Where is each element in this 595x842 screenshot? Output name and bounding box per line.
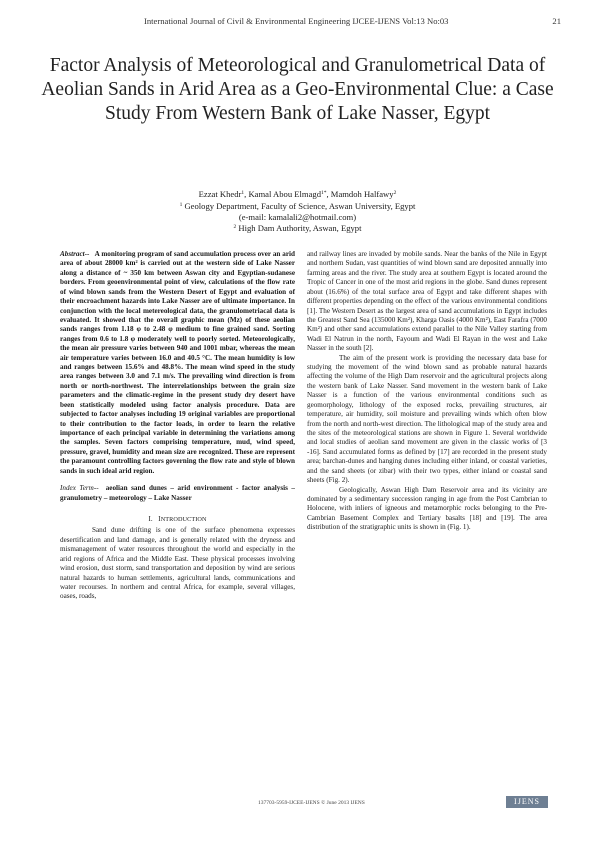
- index-terms-label: Index Term--: [60, 484, 99, 493]
- introduction-paragraph: Sand dune drifting is one of the surface phenomena expresses desertification and land damage, and is generally related with the dryness and mismanagement of water resources throughout the world and especially in the arid regions of Africa and the Middle East. These physical processes involving wind erosion, dust storm, sand transportation and deposition by wind are serious natural hazards to human settlements, agricultural lands, communications and water recourses. In northern and central Africa, for example, several villages, oases, roads,: [60, 526, 295, 601]
- author-block: [0, 188, 595, 234]
- body-paragraph-2: The aim of the present work is providing the necessary data base for studying the movement of the wind blown sand as probable natural hazards affecting the volume of the High Dam reservoir and the agricultural projects along the western bank of Lake Nasser. Sand movement in the western bank of Lake Nasser is a function of the various environmental conditions such as geomorphology, lithology of the exposed rocks, prevailing structures, air temperature, air humidity, soil moisture and prevailing winds which often blow from the north and north-west direction. The lithological map of the study area and the sites of the meteorological stations are shown in Figure 1. Several worldwide and local studies of aeolian sand movement are given in the classic works of [3 -16]. Sand accumulated forms as defined by [17] are recorded in the present study area; barchan-dunes and hanging dunes including either inland, or coastal varieties, and the sand sheets (or zibar) with their two types, either inland or coastal sand sheets (Fig. 2).: [307, 353, 547, 485]
- right-column: [307, 250, 547, 533]
- body-paragraph-1: and railway lines are invaded by mobile sands. Near the banks of the Nile in Egypt and northern Sudan, vast quantities of wind blown sand are deposited annually into farming areas and the river. The study area at southern Egypt is located around the Tropic of Cancer in one of the most arid regions in the globe. Sand dunes represent about (16.6%) of the total surface area of Egypt and take different shapes with different properties depending on the effect of the various environmental conditions [1]. The Western Desert as the largest area of sand accumulations in Egypt includes the Greatest Sand Sea (135000 Km²), Kharga Oasis (4000 Km²), East Farafra (7000 Km²) and other sand accumulations extend parallel to the Nile Valley starting from Wadi El Natrun in the north, Fayoum and Wadi El Rayan in the west and Lake Nasser in the south [2].: [307, 250, 547, 353]
- affiliation-text: Geology Department, Faculty of Science, Aswan University, Egypt: [184, 200, 416, 211]
- author-line: Ezzat Khedr$^1$, Kamal Abou Elmagd$^{1*}$, Mamdoh Halfawy$^2$: [198, 189, 397, 199]
- author-name: Kamal Abou Elmagd: [248, 189, 321, 199]
- affiliation-1: [0, 200, 595, 212]
- section-title-initial: I: [158, 514, 161, 523]
- author-email: (e-mail: kamalali2@hotmail.com): [238, 211, 357, 222]
- section-number: I.: [148, 514, 153, 523]
- paper-title: Factor Analysis of Meteorological and Granulometrical Data of Aeolian Sands in Arid Area as a Geo-Environmental Clue: a Case Study From Western Bank of Lake Nasser, Egypt: [41, 55, 554, 124]
- index-terms-text: aeolian sand dunes – arid environment - factor analysis – granulometry – meteorology – Lake Nasser: [60, 484, 295, 502]
- abstract-text: A monitoring program of sand accumulation process over an arid area of about 28000 km² is carried out at the western side of Lake Nasser along a distance of ~ 350 km between Aswan city and Egyptian-sudanese borders. From geoenvironmental point of view, calculations of the flow rate of wind blown sands from the Western Desert of Egypt and evaluation of their encroachment hazards into Lake Nasser are of ultimate importance. In conjunction with the local metereological data, the granulometriacal data is evaluated. It showed that the overall graphic mean (Mz) of these aeolian sands ranges from 1.18 φ to 2.48 φ medium to fine grained sand. Sorting ranges from 0.6 to 1.8 φ moderately well to poorly sorted. Meteorologically, the mean air pressure varies between 940 and 1001 mbar, whereas the mean air temperature varies between 16.0 and 40.5 °C. The mean humidity is low and ranges between 15.6% and 48.8%. The mean wind speed in the study area ranges between 3.0 and 7.1 m/s. The prevailing wind direction is from north or north-northwest. The interrelationships between the grain size parameters and the climatic-regime in the present study dry desert have been statistically modeled using factor analysis procedure. Data are subjected to factor analyses including 19 original variables are proportional to their contribution to the factor loads, in order to learn the relative importance of each principal variable in determining the variations among the samples. Seven factors comprising temperature, mud, wind speed, pressure, gravel, humidity and mean size are recognized. These are represent the paramount controlling factors governing the flow rate and style of blown sands in such ideal arid region.: [60, 250, 295, 475]
- running-header: [60, 16, 561, 32]
- author-name: Mamdoh Halfawy: [330, 189, 394, 199]
- section-heading-introduction: [60, 515, 295, 524]
- journal-name: International Journal of Civil & Environmental Engineering IJCEE-IJENS Vol:13 No:03: [144, 16, 449, 26]
- ijens-logo: IJENS: [506, 796, 548, 808]
- author-name: Ezzat Khedr: [198, 189, 242, 199]
- author-affiliation-mark: 2: [393, 190, 397, 196]
- copyright-notice: 137703-5959-IJCEE-IJENS © June 2013 IJENS: [258, 800, 365, 806]
- page-number: 21: [552, 16, 561, 26]
- section-title-rest: NTRODUCTION: [160, 515, 207, 523]
- abstract-label: Abstract--: [60, 250, 90, 258]
- affiliation-text: High Dam Authority, Aswan, Egypt: [238, 223, 362, 234]
- author-affiliation-mark: 1*: [321, 190, 327, 196]
- index-terms: [60, 484, 295, 503]
- affiliation-2: [0, 222, 595, 234]
- affiliation-mark: 1: [179, 201, 183, 208]
- author-affiliation-mark: 1: [241, 190, 245, 196]
- left-column: [60, 250, 295, 602]
- body-paragraph-3: Geologically, Aswan High Dam Reservoir area and its vicinity are dominated by a sedimentary succession ranging in age from the Post Cambrian to Holocene, with inliers of igneous and metamorphic rocks belonging to the Pre-Cambrian Basement Complex and Tertiary basalts [18] and [19]. The area distribution of the stratigraphic units is shown in (Fig. 1).: [307, 485, 547, 532]
- affiliation-mark: 2: [233, 224, 237, 231]
- abstract: [60, 250, 295, 476]
